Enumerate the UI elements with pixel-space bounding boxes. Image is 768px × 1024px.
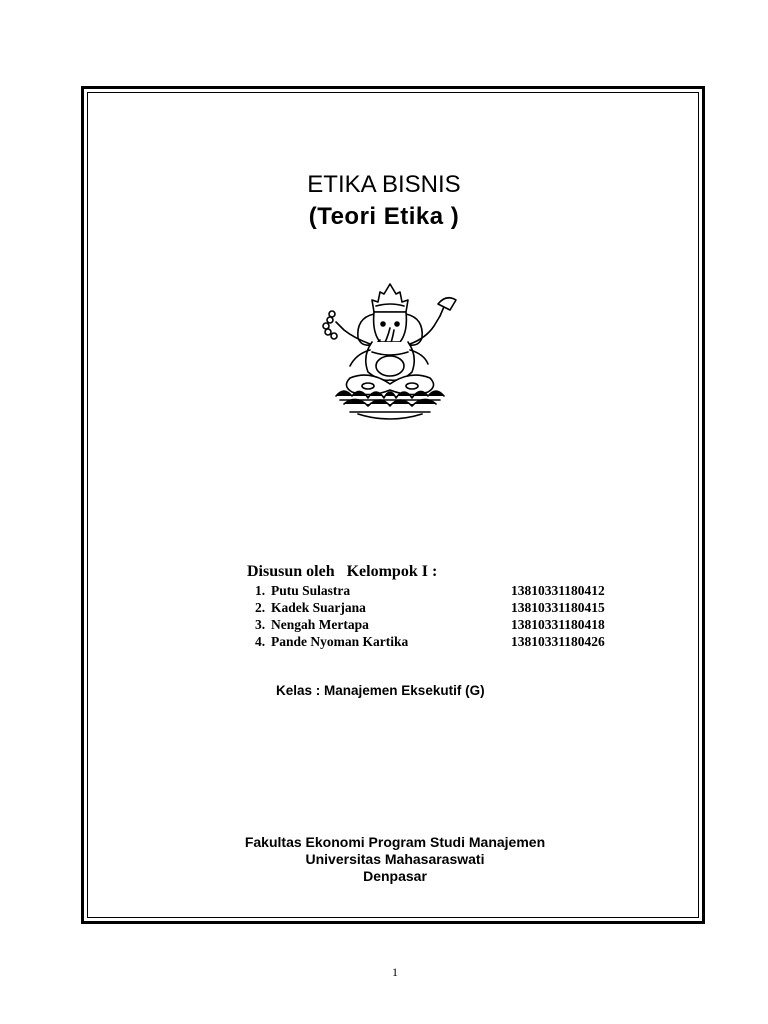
member-number: 3. — [255, 617, 266, 632]
member-id: 13810331180415 — [511, 600, 605, 615]
faculty-line: Fakultas Ekonomi Program Studi Manajemen — [244, 834, 546, 850]
prepared-by-label: Disusun oleh — [247, 563, 335, 580]
document-title: ETIKA BISNIS — [307, 171, 461, 198]
member-name: Nengah Mertapa — [271, 617, 369, 632]
member-row — [255, 617, 625, 634]
ganesha-emblem-icon — [310, 282, 470, 427]
member-id: 13810331180418 — [511, 617, 605, 632]
city-line: Denpasar — [363, 868, 427, 884]
member-number: 2. — [255, 600, 266, 615]
class-label: Kelas : Manajemen Eksekutif (G) — [276, 683, 485, 698]
member-number: 1. — [255, 583, 266, 598]
member-row — [255, 583, 625, 600]
group-heading — [247, 563, 437, 581]
group-label: Kelompok I : — [346, 563, 438, 580]
member-number: 4. — [255, 634, 266, 649]
member-row — [255, 600, 625, 617]
member-id: 13810331180412 — [511, 583, 605, 598]
member-name: Kadek Suarjana — [271, 600, 366, 615]
page-number: 1 — [392, 965, 398, 979]
member-id: 13810331180426 — [511, 634, 605, 649]
university-line: Universitas Mahasaraswati — [305, 851, 485, 867]
member-row — [255, 634, 625, 651]
document-subtitle: (Teori Etika ) — [308, 203, 460, 230]
member-name: Putu Sulastra — [271, 583, 351, 598]
member-name: Pande Nyoman Kartika — [271, 634, 409, 649]
